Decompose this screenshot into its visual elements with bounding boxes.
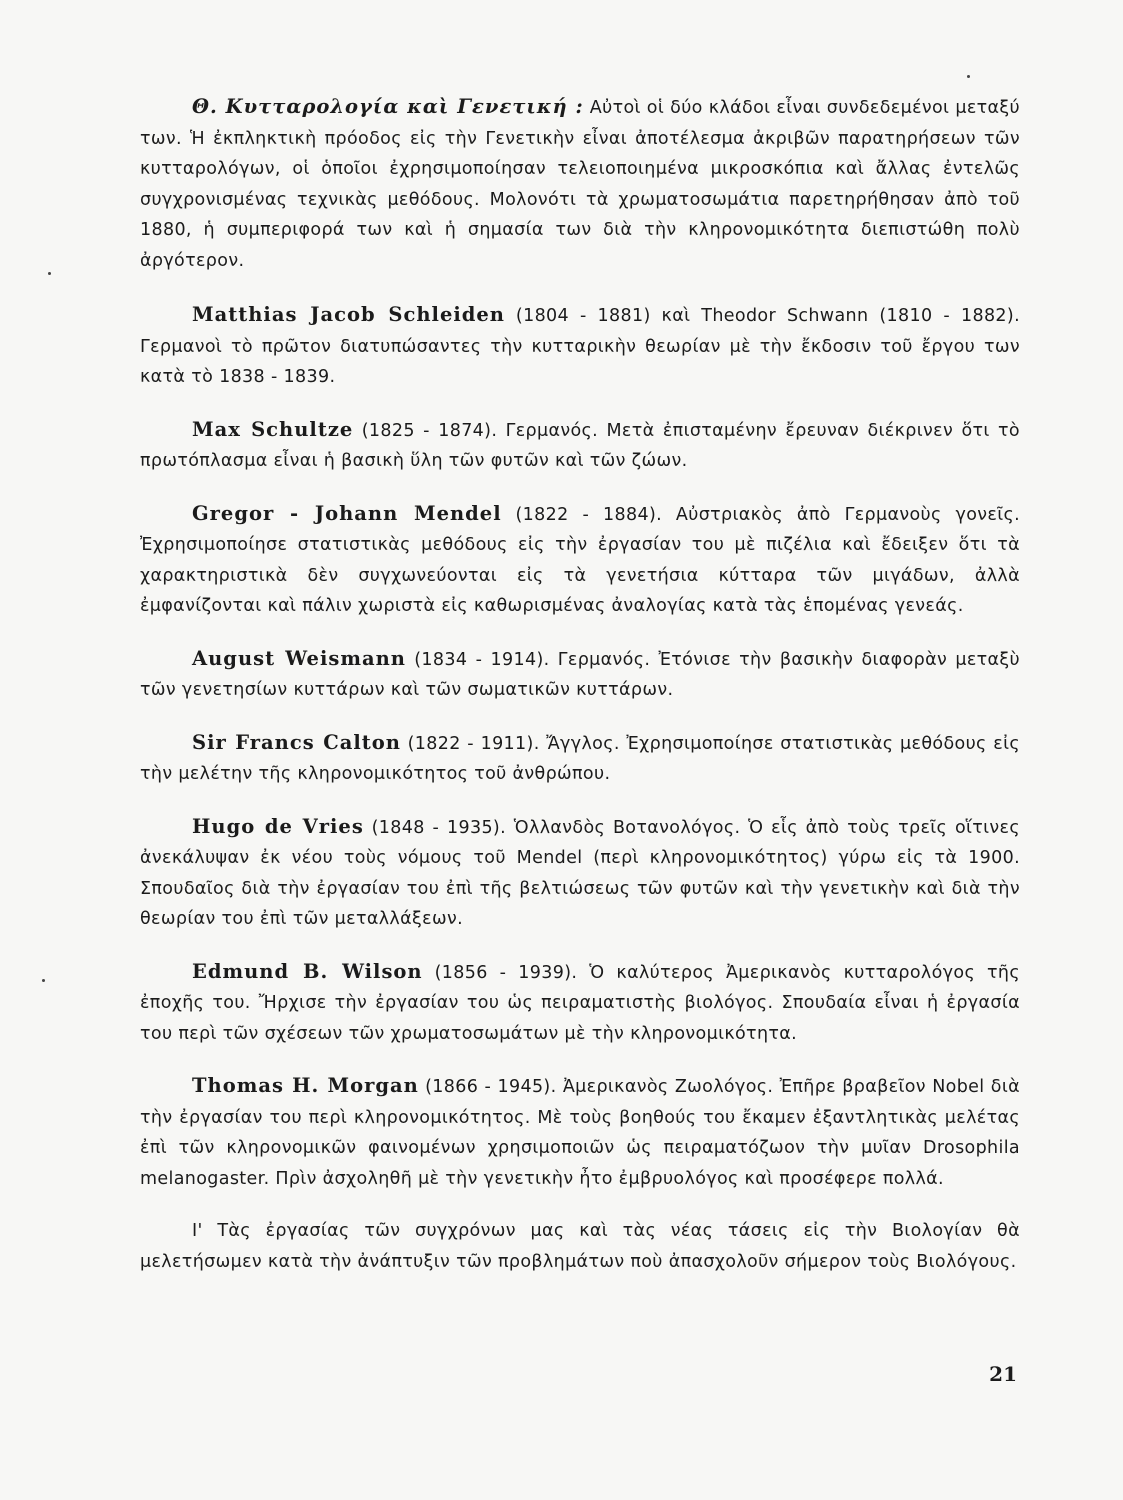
person-name: Edmund B. Wilson [192, 959, 423, 983]
paragraph-text: (1804 - 1881) καὶ Theodor Schwann (1810 - 1882). Γερμανοὶ τὸ πρῶτον διατυπώσαντες τὴν κυτταρικὴν θεωρίαν μὲ τὴν ἔκδοσιν τοῦ ἔργου των κατὰ τὸ 1838 - 1839. [140, 306, 1020, 387]
person-name: Gregor - Johann Mendel [192, 501, 502, 525]
paragraph-closing [140, 1216, 1020, 1277]
scan-speck [48, 272, 51, 275]
person-name: Hugo de Vries [192, 814, 364, 838]
paragraph-text: (1866 - 1945). Ἀμερικανὸς Ζωολόγος. Ἐπῆρε βραβεῖον Nobel διὰ τὴν ἐργασίαν του περὶ κληρονομικότητος. Μὲ τοὺς βοηθούς του ἔκαμεν ἐξαντλητικὰς μελέτας ἐπὶ τῶν κληρονομικῶν φαινομένων χρησιμοποιῶν ὡς πειραματόζωον τὴν μυῖαν Drosophila melanogaster. Πρὶν ἀσχοληθῆ μὲ τὴν γενετικὴν ἦτο ἐμβρυολόγος καὶ προσέφερε πολλά. [140, 1077, 1020, 1189]
paragraph-text: (1834 - 1914). Γερμανός. Ἐτόνισε τὴν βασικὴν διαφορὰν μεταξὺ τῶν γενετησίων κυττάρων καὶ τῶν σωματικῶν κυττάρων. [140, 649, 1020, 700]
paragraph-morgan [140, 1071, 1020, 1194]
section-heading: Θ. Κυτταρολογία καὶ Γενετική : [192, 95, 584, 118]
paragraph-schultze [140, 415, 1020, 477]
page-number: 21 [989, 1362, 1017, 1386]
scan-speck [42, 979, 45, 982]
paragraph-text: (1822 - 1911). Ἄγγλος. Ἐχρησιμοποίησε στατιστικὰς μεθόδους εἰς τὴν μελέτην τῆς κληρονομικότητος τοῦ ἀνθρώπου. [140, 733, 1020, 784]
paragraph-mendel [140, 499, 1020, 622]
paragraph-text: (1848 - 1935). Ὁλλανδὸς Βοτανολόγος. Ὁ εἷς ἀπὸ τοὺς τρεῖς οἵτινες ἀνεκάλυψαν ἐκ νέου τοὺς νόμους τοῦ Mendel (περὶ κληρονομικότητος) γύρω εἰς τὰ 1900. Σπουδαῖος διὰ τὴν ἐργασίαν του ἐπὶ τῆς βελτιώσεως τῶν φυτῶν καὶ τὴν γενετικὴν καὶ διὰ τὴν θεωρίαν του ἐπὶ τῶν μεταλλάξεων. [140, 817, 1020, 929]
paragraph-text: Ι' Τὰς ἐργασίας τῶν συγχρόνων μας καὶ τὰς νέας τάσεις εἰς τὴν Βιολογίαν θὰ μελετήσωμεν κατὰ τὴν ἀνάπτυξιν τῶν προβλημάτων ποὺ ἀπασχολοῦν σήμερον τοὺς Βιολόγους. [140, 1221, 1020, 1272]
paragraph-schleiden [140, 300, 1020, 393]
person-name: Thomas H. Morgan [192, 1074, 419, 1097]
paragraph-wilson [140, 957, 1020, 1050]
scan-speck [967, 75, 970, 78]
page-body [140, 92, 1020, 1299]
person-name: Sir Francs Calton [192, 730, 401, 754]
paragraph-text: (1856 - 1939). Ὁ καλύτερος Ἀμερικανὸς κυτταρολόγος τῆς ἐποχῆς του. Ἤρχισε τὴν ἐργασίαν του ὡς πειραματιστὴς βιολόγος. Σπουδαία εἶναι ἡ ἐργασία του περὶ τῶν σχέσεων τῶν χρωματοσωμάτων μὲ τὴν κληρονομικότητα. [140, 962, 1020, 1044]
paragraph-text: (1825 - 1874). Γερμανός. Μετὰ ἐπισταμένην ἔρευναν διέκρινεν ὅτι τὸ πρωτόπλασμα εἶναι ἡ βασικὴ ὕλη τῶν φυτῶν καὶ τῶν ζώων. [140, 420, 1020, 471]
person-name: August Weismann [192, 646, 406, 670]
paragraph-text: Αὐτοὶ οἱ δύο κλάδοι εἶναι συνδεδεμένοι μεταξύ των. Ἡ ἐκπληκτικὴ πρόοδος εἰς τὴν Γενετικὴν εἶναι ἀποτέλεσμα ἀκριβῶν παρατηρήσεων τῶν κυτταρολόγων, οἱ ὁποῖοι ἐχρησιμοποίησαν τελειοποιημένα μικροσκόπια καὶ ἄλλας ἐντελῶς συγχρονισμένας τεχνικὰς μεθόδους. Μολονότι τὰ χρωματοσωμάτια παρετηρήθησαν ἀπὸ τοῦ 1880, ἡ συμπεριφορά των καὶ ἡ σημασία των διὰ τὴν κληρονομικότητα διεπιστώθη πολὺ ἀργότερον. [140, 98, 1020, 271]
paragraph-de-vries [140, 812, 1020, 935]
paragraph-cytology-genetics [140, 92, 1020, 276]
paragraph-text: (1822 - 1884). Αὐστριακὸς ἀπὸ Γερμανοὺς γονεῖς. Ἐχρησιμοποίησε στατιστικὰς μεθόδους εἰς τὴν ἐργασίαν του μὲ πιζέλια καὶ ἔδειξεν ὅτι τὰ χαρακτηριστικὰ δὲν συγχωνεύονται εἰς τὰ γενετήσια κύτταρα τῶν μιγάδων, ἀλλὰ ἐμφανίζονται καὶ πάλιν χωριστὰ εἰς καθωρισμένας ἀναλογίας κατὰ τὰς ἑπομένας γενεάς. [140, 504, 1020, 616]
paragraph-calton [140, 728, 1020, 790]
person-name: Matthias Jacob Schleiden [192, 303, 505, 326]
person-name: Max Schultze [192, 417, 354, 441]
paragraph-weismann [140, 644, 1020, 706]
